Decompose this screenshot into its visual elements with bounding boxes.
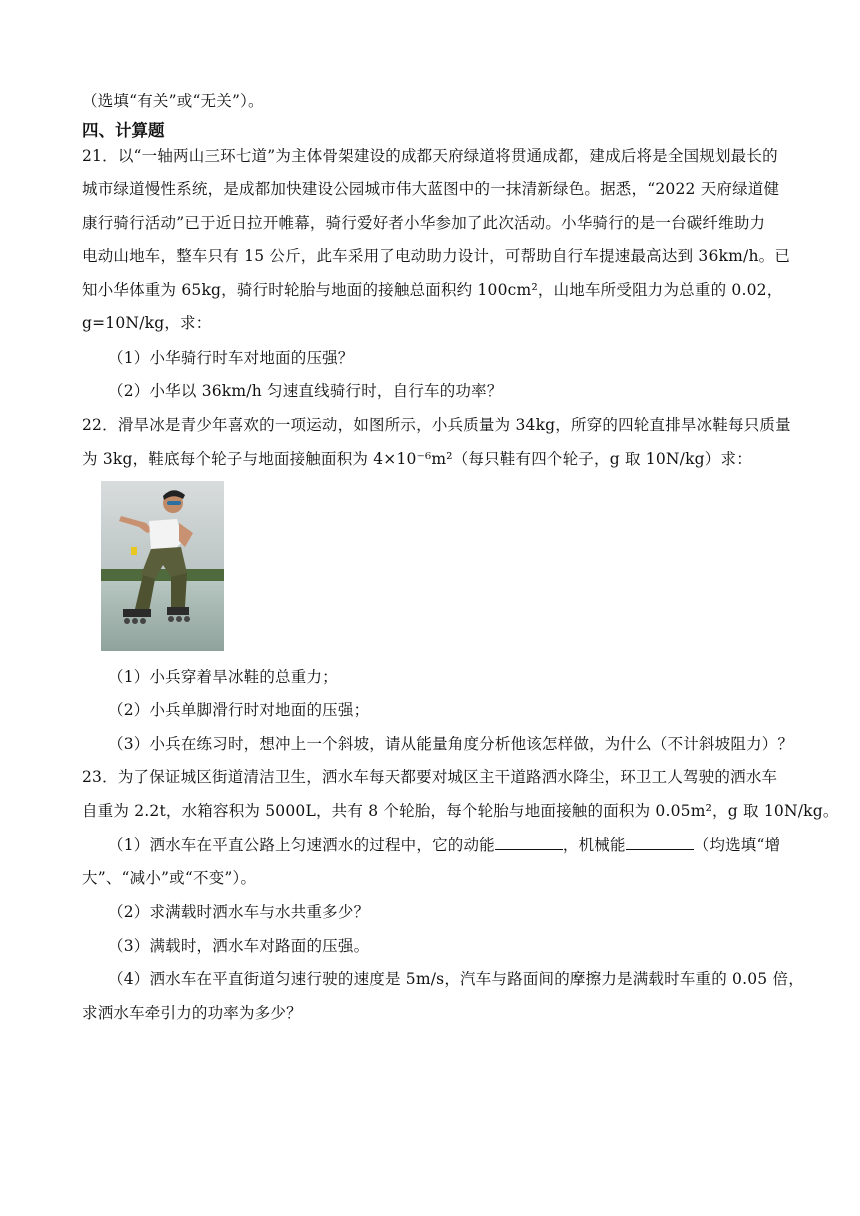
q21-line-3: 康行骑行活动”已于近日拉开帷幕，骑行爱好者小华参加了此次活动。小华骑行的是一台碳纤维助力: [82, 214, 766, 232]
q23-subquestion-4-cont: 求洒水车牵引力的功率为多少？: [82, 1004, 302, 1022]
q23-subquestion-1: [108, 835, 808, 855]
q22-subquestion-3: （3）小兵在练习时，想冲上一个斜坡，请从能量角度分析他该怎样做，为什么（不计斜坡阻力）？: [108, 735, 794, 753]
q21-line-6: g=10N/kg，求：: [82, 314, 212, 332]
q21-line-5: 知小华体重为 65kg，骑行时轮胎与地面的接触总面积约 100cm²，山地车所受阻力为总重的 0.02，: [82, 281, 783, 299]
q21-subquestion-1: （1）小华骑行时车对地面的压强？: [108, 349, 354, 367]
q23-subquestion-3: （3）满载时，洒水车对路面的压强。: [108, 937, 370, 955]
section-heading: 四、计算题: [82, 121, 165, 140]
q23-q1-text-a: （1）洒水车在平直公路上匀速洒水的过程中，它的动能: [108, 836, 495, 854]
text-line: （选填“有关”或“无关”）。: [82, 92, 264, 110]
q22-subquestion-2: （2）小兵单脚滑行时对地面的压强；: [108, 701, 370, 719]
q21-line-1: 21．以“一轴两山三环七道”为主体骨架建设的成都天府绿道将贯通成都，建成后将是全国规划最长的: [82, 147, 778, 165]
q21-subquestion-2: （2）小华以 36km/h 匀速直线骑行时，自行车的功率？: [108, 382, 503, 400]
answer-blank-2: [626, 835, 694, 850]
q23-line-1: 23．为了保证城区街道清洁卫生，洒水车每天都要对城区主干道路洒水降尘，环卫工人驾驶的洒水车: [82, 768, 778, 786]
q23-line-2: 自重为 2.2t，水箱容积为 5000L，共有 8 个轮胎，每个轮胎与地面接触的面积为 0.05m²，g 取 10N/kg。: [82, 802, 839, 820]
q23-q1-text-b: ，机械能: [562, 836, 626, 854]
answer-blank-1: [495, 835, 563, 850]
roller-skater-photo: [101, 481, 224, 651]
q22-line-2: 为 3kg，鞋底每个轮子与地面接触面积为 4×10⁻⁶m²（每只鞋有四个轮子，g 取 10N/kg）求：: [82, 450, 752, 468]
q22-line-1: 22．滑旱冰是青少年喜欢的一项运动，如图所示，小兵质量为 34kg，所穿的四轮直排旱冰鞋每只质量: [82, 416, 791, 434]
q23-subquestion-1-cont: 大”、“减小”或“不变”）。: [82, 869, 257, 887]
q23-subquestion-2: （2）求满载时洒水车与水共重多少？: [108, 903, 370, 921]
q22-subquestion-1: （1）小兵穿着旱冰鞋的总重力；: [108, 668, 338, 686]
q23-subquestion-4: （4）洒水车在平直街道匀速行驶的速度是 5m/s，汽车与路面间的摩擦力是满载时车重的 0.05 倍，: [108, 970, 804, 988]
q21-line-4: 电动山地车，整车只有 15 公斤，此车采用了电动助力设计，可帮助自行车提速最高达到 36km/h。已: [82, 247, 791, 265]
q23-q1-text-c: （均选填“增: [693, 836, 781, 854]
q21-line-2: 城市绿道慢性系统，是成都加快建设公园城市伟大蓝图中的一抹清新绿色。据悉，“2022 天府绿道健: [82, 180, 780, 198]
